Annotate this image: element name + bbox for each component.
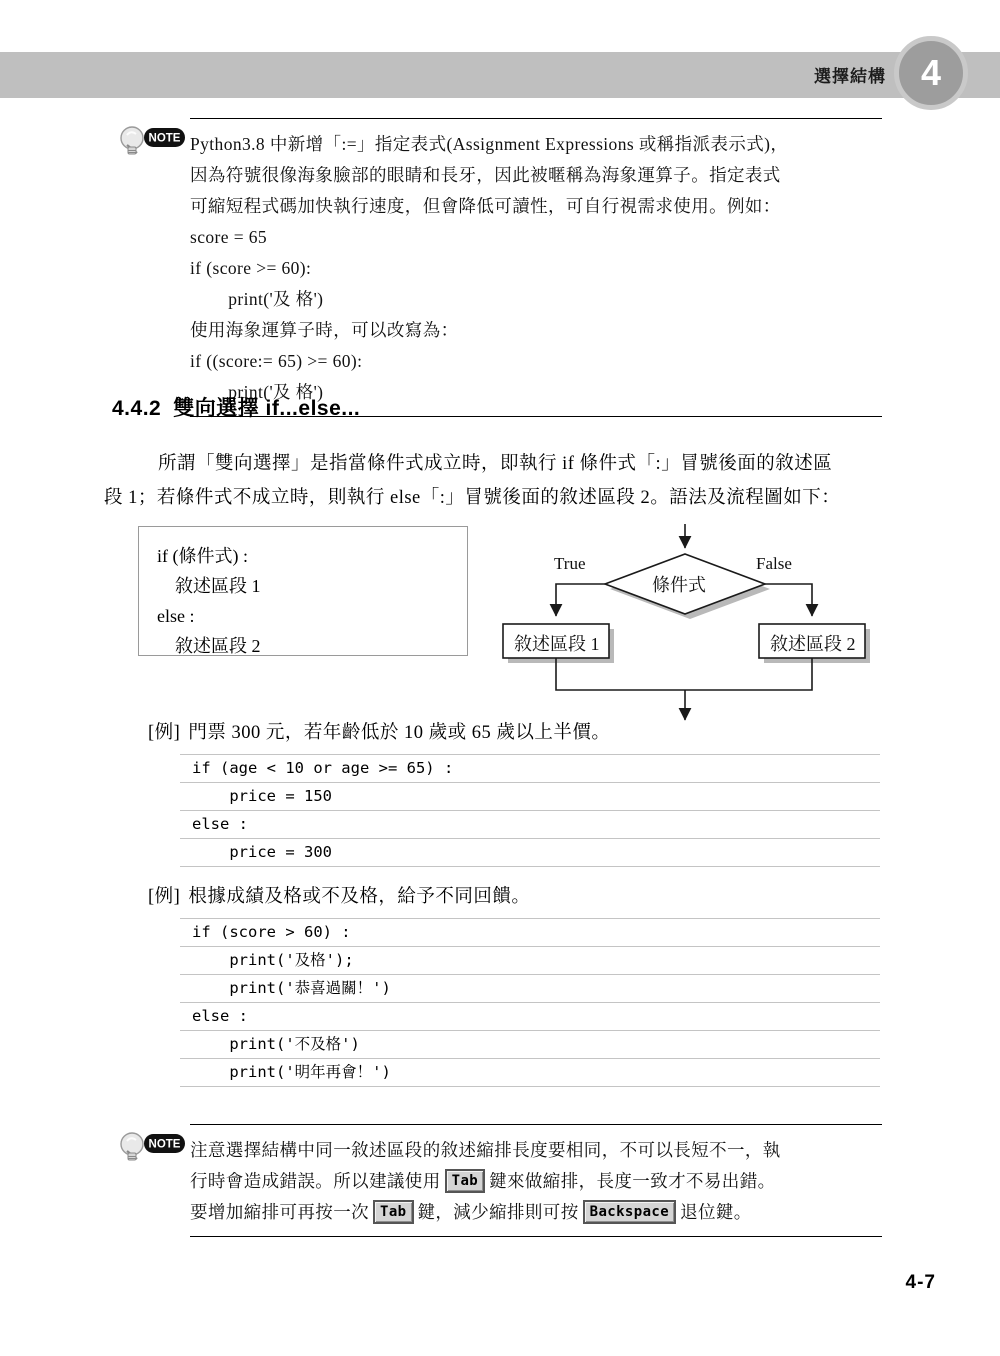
note-top-line-9: print('及 格') bbox=[190, 382, 324, 402]
note-lightbulb-icon bbox=[116, 1131, 188, 1165]
note-bottom-line-1: 注意選擇結構中同一敘述區段的敘述縮排長度要相同，不可以長短不一，執 bbox=[190, 1140, 781, 1160]
example-1-tag: [例] bbox=[148, 723, 181, 743]
note-badge-label: NOTE bbox=[148, 1138, 181, 1151]
note-bottom-line-2-part-a: 行時會造成錯誤。所以建議使用 bbox=[190, 1171, 441, 1191]
syntax-line-4: 敘述區段 2 bbox=[157, 636, 261, 656]
flowchart-false-box-label: 敘述區段 2 bbox=[770, 634, 856, 654]
note-top-text bbox=[190, 129, 882, 408]
note-block-top bbox=[112, 118, 882, 417]
code-line: print('恭喜過關！') bbox=[180, 975, 880, 1003]
note-top-line-5: if (score >= 60): bbox=[190, 258, 312, 278]
code-line: price = 150 bbox=[180, 783, 880, 811]
flowchart-false-label: False bbox=[756, 554, 792, 573]
code-line: else : bbox=[180, 811, 880, 839]
code-line: if (age < 10 or age >= 65) : bbox=[180, 755, 880, 783]
flowchart-true-label: True bbox=[554, 554, 586, 573]
note-top-line-8: if ((score:= 65) >= 60): bbox=[190, 351, 363, 371]
note-top-line-3: 可縮短程式碼加快執行速度，但會降低可讀性，可自行視需求使用。例如： bbox=[190, 196, 781, 216]
code-line: else : bbox=[180, 1003, 880, 1031]
syntax-line-3: else : bbox=[157, 606, 195, 626]
note-bottom-rule-below bbox=[190, 1236, 882, 1237]
code-line: print('不及格') bbox=[180, 1031, 880, 1059]
page-title: 選擇結構 bbox=[814, 67, 886, 86]
note-bottom-line-3-part-a: 要增加縮排可再按一次 bbox=[190, 1202, 369, 1222]
code-line: price = 300 bbox=[180, 839, 880, 867]
example-1-code-block bbox=[180, 754, 880, 867]
flowchart-if-else bbox=[490, 524, 910, 724]
note-bottom-line-3-part-c: 退位鍵。 bbox=[680, 1202, 752, 1222]
tab-keycap: Tab bbox=[373, 1200, 414, 1224]
section-title: 雙向選擇 if...else... bbox=[173, 397, 361, 420]
note-top-line-4: score = 65 bbox=[190, 227, 268, 247]
code-line: print('明年再會！') bbox=[180, 1059, 880, 1087]
section-heading bbox=[112, 392, 360, 422]
note-bottom-body bbox=[112, 1125, 882, 1236]
note-lightbulb-icon bbox=[116, 125, 188, 159]
note-badge-label: NOTE bbox=[148, 132, 181, 145]
body-paragraph-line-1: 所謂「雙向選擇」是指當條件式成立時，即執行 if 條件式「:」冒號後面的敘述區 bbox=[158, 454, 833, 474]
flowchart-decision-label: 條件式 bbox=[652, 575, 706, 595]
note-block-bottom bbox=[112, 1124, 882, 1237]
backspace-keycap: Backspace bbox=[583, 1200, 676, 1224]
example-1-caption bbox=[148, 718, 610, 744]
example-2-text: 根據成績及格或不及格，給予不同回饋。 bbox=[188, 887, 531, 907]
syntax-line-2: 敘述區段 1 bbox=[157, 576, 261, 596]
note-bottom-line-2 bbox=[190, 1166, 882, 1197]
note-top-line-1: Python3.8 中新增「:=」指定表式(Assignment Expressions 或稱指派表示式)， bbox=[190, 134, 789, 154]
flowchart-true-box-label: 敘述區段 1 bbox=[514, 634, 600, 654]
syntax-line-1: if (條件式) : bbox=[157, 546, 248, 566]
note-bottom-line-3 bbox=[190, 1197, 882, 1228]
note-top-line-6: print('及 格') bbox=[190, 289, 324, 309]
example-2-tag: [例] bbox=[148, 887, 181, 907]
example-2-code-block bbox=[180, 918, 880, 1087]
note-bottom-text bbox=[190, 1135, 882, 1228]
note-bottom-line-2-part-b: 鍵來做縮排，長度一致才不易出錯。 bbox=[489, 1171, 776, 1191]
code-line: if (score > 60) : bbox=[180, 919, 880, 947]
note-top-body bbox=[112, 119, 882, 416]
section-number: 4.4.2 bbox=[112, 397, 162, 420]
example-1-text: 門票 300 元，若年齡低於 10 歲或 65 歲以上半價。 bbox=[188, 723, 611, 743]
chapter-number-badge: 4 bbox=[894, 36, 968, 110]
code-line: print('及格'); bbox=[180, 947, 880, 975]
body-paragraph-line-2: 段 1；若條件式不成立時，則執行 else「:」冒號後面的敘述區段 2。語法及流程圖如下： bbox=[104, 488, 841, 508]
note-top-line-2: 因為符號很像海象臉部的眼睛和長牙，因此被暱稱為海象運算子。指定表式 bbox=[190, 165, 781, 185]
note-top-line-7: 使用海象運算子時，可以改寫為： bbox=[190, 320, 459, 340]
note-bottom-line-3-part-b: 鍵，減少縮排則可按 bbox=[417, 1202, 579, 1222]
page-folio: 4-7 bbox=[905, 1272, 936, 1293]
body-paragraph bbox=[104, 447, 894, 515]
example-2-caption bbox=[148, 882, 530, 908]
tab-keycap: Tab bbox=[445, 1169, 486, 1193]
syntax-box bbox=[138, 526, 468, 656]
